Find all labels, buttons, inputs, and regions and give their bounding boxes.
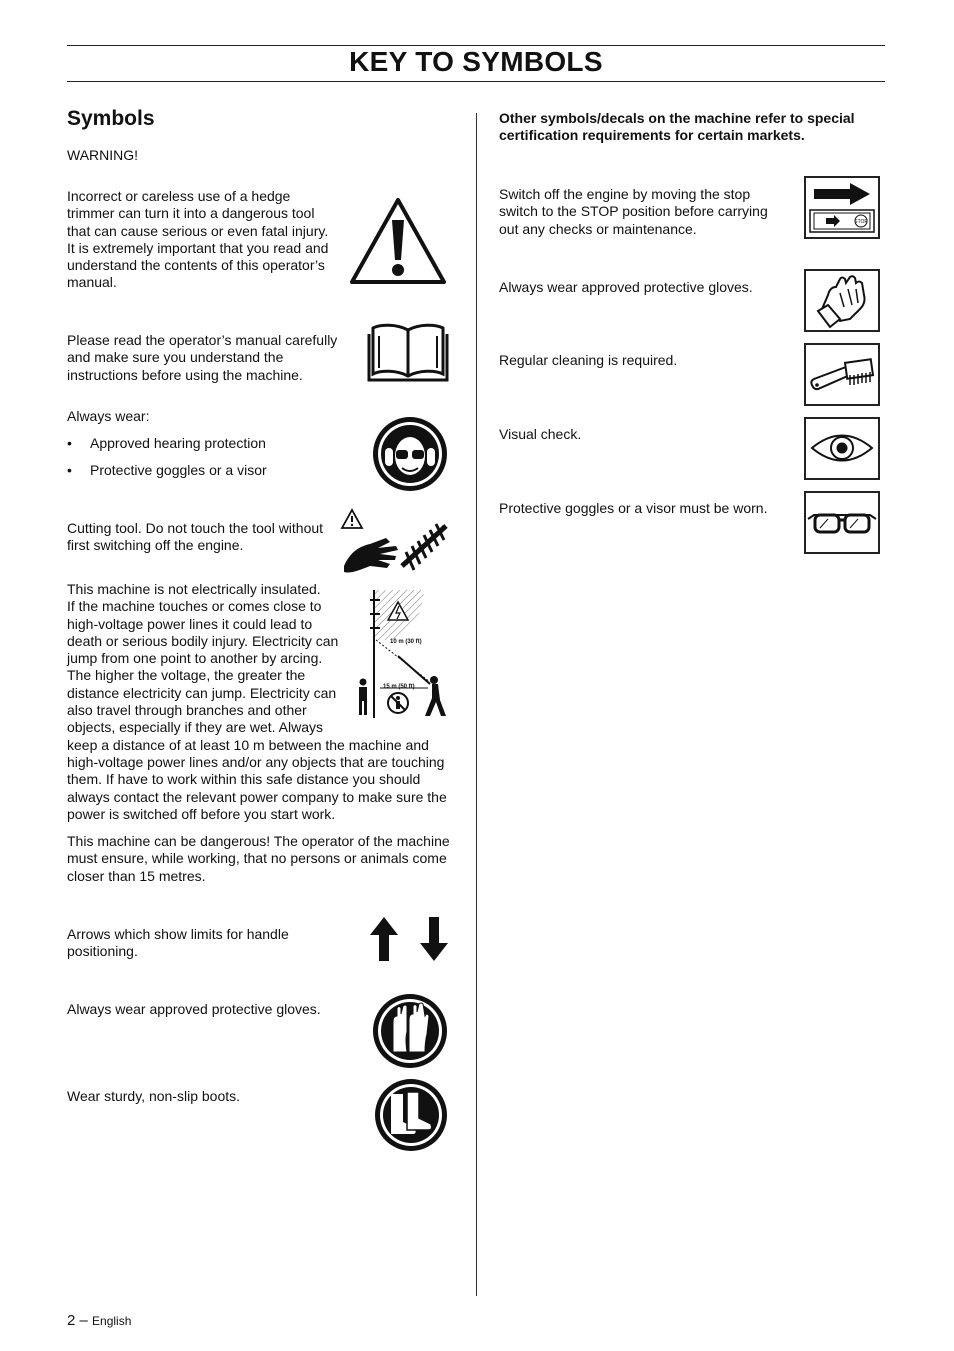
distance-10m-label: 10 m (30 ft) [390,639,422,645]
brush-icon [804,343,880,406]
distance-15m-label: 15 m (50 ft) [383,684,415,690]
cutting-tool-hand-icon [340,508,450,580]
warning-text: Incorrect or careless use of a hedge trimmer can turn it into a dangerous tool that can cause serious or even fatal injury. It is extremely important that you read and understand the contents of this operator’s manual. [67,188,329,291]
gloves-text-left: Always wear approved protective gloves. [67,1001,321,1017]
stop-label: STOP [854,219,868,225]
eye-icon [804,417,880,480]
cutting-text: Cutting tool. Do not touch the tool without first switching off the engine. [67,520,324,554]
arrows-text: Arrows which show limits for handle positioning. [67,926,289,960]
manual-text: Please read the operator’s manual carefully and make sure you understand the instructions before using the machine. [67,332,338,383]
electric-text: This machine is not electrically insulated. If the machine touches or comes close to high-voltage power lines it could lead to death or serious bodily injury. Electricity can jump from one point to another by arcing. The higher the voltage, the greater the distance electricity can jump. Electricity can also travel through branches and other objects, especially if they are wet. Always keep a distance of at least 10 m between the machine and high-voltage power lines and/or any objects that are touching them. If have to work within this safe distance you should always contact the relevant power company to make sure the power is switched off before you start work. [67,581,447,822]
handle-limit-arrows-icon [368,915,450,963]
boots-icon [373,1078,449,1152]
boots-text: Wear sturdy, non-slip boots. [67,1088,241,1104]
page-footer [67,1312,131,1329]
hearing-goggles-icon [370,414,450,494]
goggles-icon [804,491,880,554]
cleaning-text: Regular cleaning is required. [499,352,678,368]
always-wear-label: Always wear: [67,408,150,424]
warning-label: WARNING! [67,147,139,163]
goggles-text: Protective goggles or a visor must be worn. [499,500,768,516]
section-heading: Symbols [67,107,155,130]
glove-icon [804,269,880,332]
list-item: • [67,435,72,451]
list-item-goggles: Protective goggles or a visor [90,462,267,478]
gloves-text-right: Always wear approved protective gloves. [499,279,753,295]
power-line-distance-icon [352,588,452,720]
header-rule-bottom [67,81,885,82]
stop-switch-icon [804,176,880,239]
page-number: 2 – [67,1312,88,1329]
footer-language: English [92,1314,132,1328]
dangerous-text: This machine can be dangerous! The operator of the machine must ensure, while working, that no persons or animals come closer than 15 metres. [67,833,450,884]
list-item: • [67,462,72,478]
gloves-icon [371,992,449,1070]
right-intro: Other symbols/decals on the machine refer to special certification requirements for certain markets. [499,110,855,144]
page-title: KEY TO SYMBOLS [349,46,603,77]
column-divider [476,113,477,1296]
stop-text: Switch off the engine by moving the stop switch to the STOP position before carrying out any checks or maintenance. [499,186,768,237]
visual-check-text: Visual check. [499,426,582,442]
open-book-icon [367,322,449,382]
warning-triangle-icon [348,196,448,286]
list-item-hearing: Approved hearing protection [90,435,266,451]
